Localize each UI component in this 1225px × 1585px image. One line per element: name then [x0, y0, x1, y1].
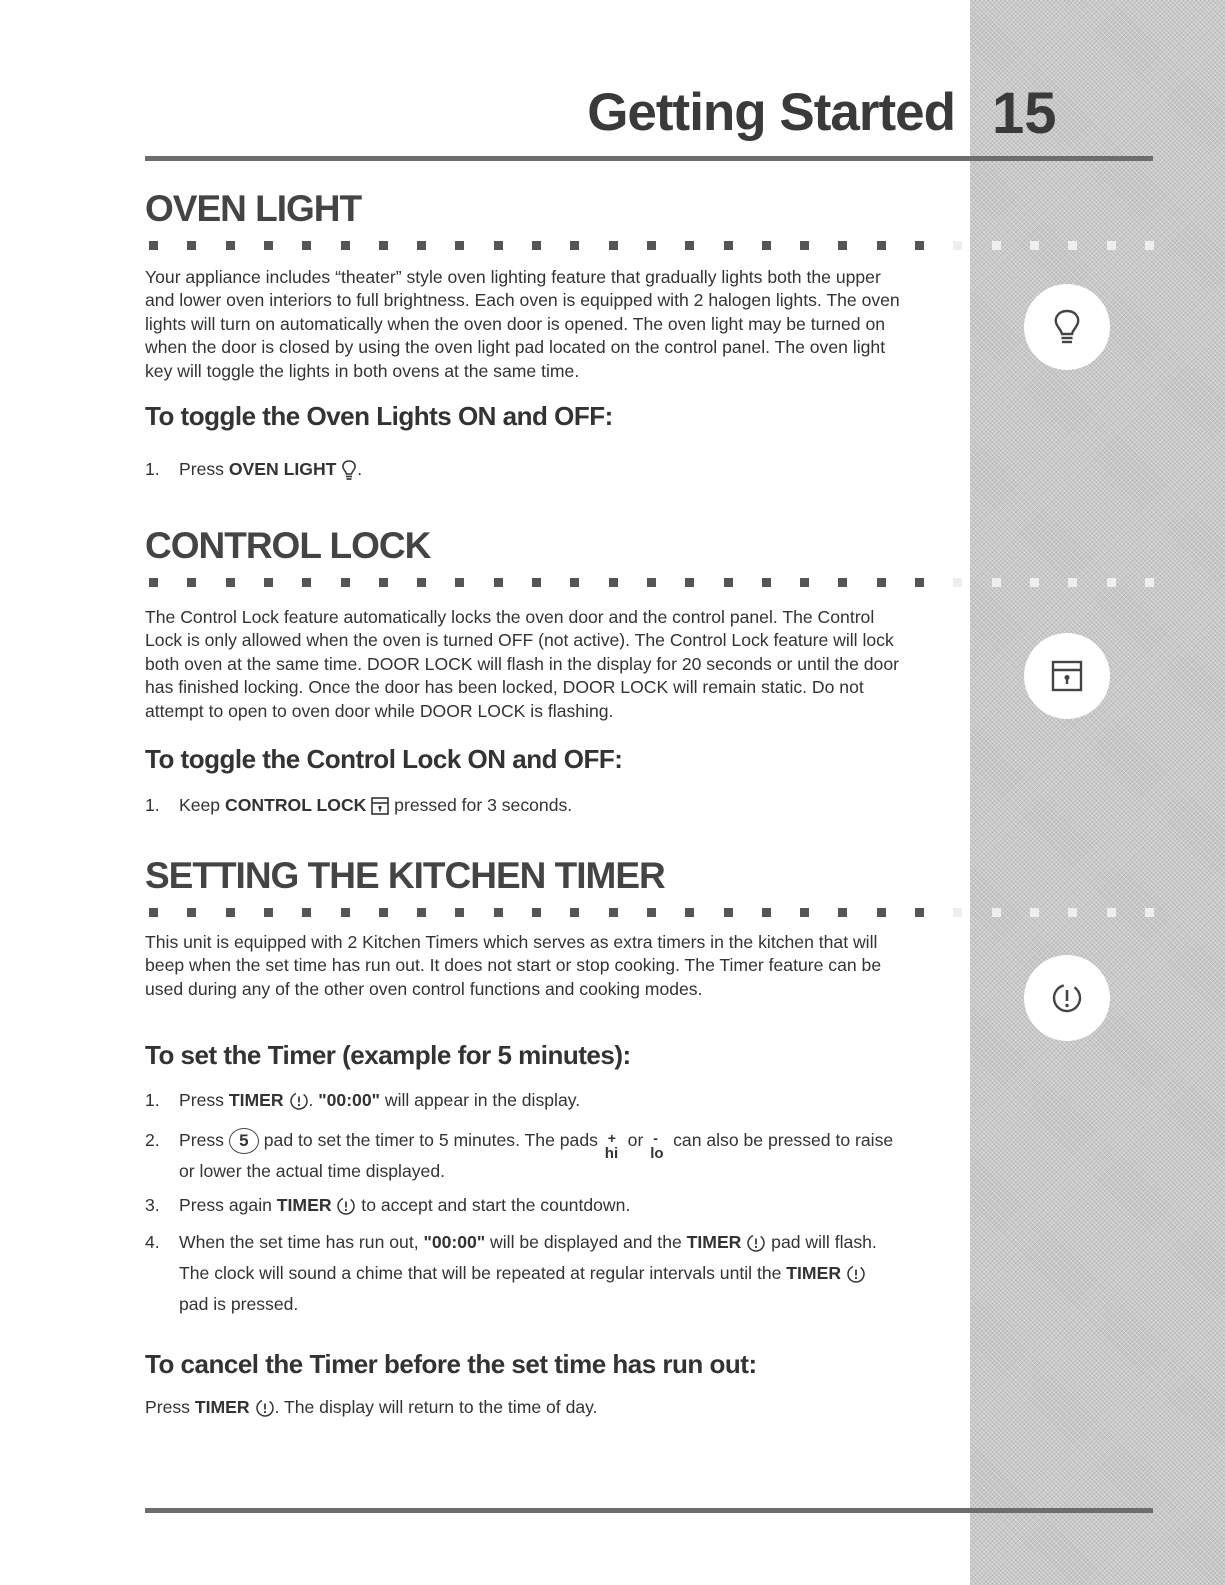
timer-icon [846, 1264, 866, 1284]
divider-dot [226, 578, 235, 587]
page-title: Getting Started [587, 83, 955, 142]
dot-divider [145, 241, 1155, 251]
divider-dot [762, 908, 771, 917]
divider-dot [187, 908, 196, 917]
divider-dot [1068, 578, 1077, 587]
divider-dot [609, 241, 618, 250]
divider-dot [341, 578, 350, 587]
divider-dot [264, 241, 273, 250]
divider-dot [417, 241, 426, 250]
divider-dot [149, 908, 158, 917]
divider-dot [1145, 578, 1154, 587]
divider-dot [1107, 578, 1116, 587]
divider-dot [762, 578, 771, 587]
divider-dot [187, 241, 196, 250]
divider-dot [800, 241, 809, 250]
divider-dot [915, 578, 924, 587]
divider-dot [724, 578, 733, 587]
divider-dot [149, 578, 158, 587]
divider-dot [992, 908, 1001, 917]
lock-icon [1024, 633, 1110, 719]
divider-dot [1030, 908, 1039, 917]
divider-dot [187, 578, 196, 587]
divider-dot [647, 908, 656, 917]
light-bulb-icon-badge [1024, 284, 1110, 370]
section-title-kitchen-timer: SETTING THE KITCHEN TIMER [145, 855, 665, 896]
divider-dot [1068, 908, 1077, 917]
header-rule [145, 156, 1153, 161]
divider-dot [838, 578, 847, 587]
divider-dot [494, 241, 503, 250]
hi-key-icon: + hi [604, 1130, 619, 1163]
divider-dot [302, 241, 311, 250]
divider-dot [915, 908, 924, 917]
divider-dot [341, 908, 350, 917]
divider-dot [724, 908, 733, 917]
divider-dot [1068, 241, 1077, 250]
lock-icon-badge [1024, 633, 1110, 719]
divider-dot [992, 578, 1001, 587]
divider-dot [455, 241, 464, 250]
side-tab [970, 0, 1225, 1585]
divider-dot [532, 908, 541, 917]
divider-dot [1107, 241, 1116, 250]
divider-dot [724, 241, 733, 250]
lo-key-icon: - lo [650, 1130, 664, 1163]
divider-dot [877, 908, 886, 917]
divider-dot [494, 578, 503, 587]
divider-dot [953, 578, 962, 587]
section-title-oven-light: OVEN LIGHT [145, 188, 362, 229]
divider-dot [341, 241, 350, 250]
timer-icon [255, 1398, 275, 1418]
divider-dot [838, 241, 847, 250]
divider-dot [953, 908, 962, 917]
light-bulb-icon [1024, 284, 1110, 370]
divider-dot [838, 908, 847, 917]
dot-divider [145, 578, 1155, 588]
divider-dot [762, 241, 771, 250]
timer-icon [1024, 955, 1110, 1041]
divider-dot [685, 241, 694, 250]
divider-dot [417, 908, 426, 917]
divider-dot [379, 578, 388, 587]
divider-dot [570, 241, 579, 250]
cancel-timer-subheading: To cancel the Timer before the set time has run out: [145, 1349, 757, 1379]
footer-rule [145, 1508, 1153, 1513]
divider-dot [800, 578, 809, 587]
five-key-icon: 5 [229, 1128, 259, 1154]
divider-dot [455, 908, 464, 917]
page-number: 15 [992, 81, 1057, 146]
divider-dot [264, 578, 273, 587]
divider-dot [685, 578, 694, 587]
light-bulb-icon [341, 459, 357, 481]
divider-dot [226, 241, 235, 250]
oven-light-subheading: To toggle the Oven Lights ON and OFF: [145, 401, 613, 431]
divider-dot [570, 908, 579, 917]
divider-dot [494, 908, 503, 917]
divider-dot [226, 908, 235, 917]
divider-dot [685, 908, 694, 917]
divider-dot [302, 578, 311, 587]
divider-dot [302, 908, 311, 917]
oven-light-body: Your appliance includes “theater” style oven lighting feature that gradually lights both the upper and lower oven interiors to full brightness. Each oven is equipped with 2 halogen lights. The oven lights will turn on automatically when the oven door is opened. The oven light may be turned on when the door is closed by using the oven light pad located on the control panel. The oven light key will toggle the lights in both ovens at the same time. [145, 267, 900, 381]
timer-icon [336, 1196, 356, 1216]
divider-dot [1145, 241, 1154, 250]
divider-dot [264, 908, 273, 917]
divider-dot [953, 241, 962, 250]
divider-dot [532, 241, 541, 250]
kitchen-timer-body: This unit is equipped with 2 Kitchen Timers which serves as extra timers in the kitchen that will beep when the set time has run out. It does not start or stop cooking. The Timer feature can be used during any of the other oven control functions and cooking modes. [145, 932, 882, 999]
divider-dot [1030, 241, 1039, 250]
timer-icon [289, 1091, 309, 1111]
section-title-control-lock: CONTROL LOCK [145, 525, 431, 566]
divider-dot [379, 908, 388, 917]
divider-dot [149, 241, 158, 250]
dot-divider [145, 908, 1155, 918]
divider-dot [800, 908, 809, 917]
timer-icon [746, 1233, 766, 1253]
divider-dot [379, 241, 388, 250]
divider-dot [877, 578, 886, 587]
control-lock-body: The Control Lock feature automatically locks the oven door and the control panel. The Control Lock is only allowed when the oven is turned OFF (not active). The Control Lock feature will lock both oven at the same time. DOOR LOCK will flash in the display for 20 seconds or until the door has finished locking. Once the door has been locked, DOOR LOCK will remain static. Do not attempt to open to oven door while DOOR LOCK is flashing. [145, 607, 899, 721]
divider-dot [455, 578, 464, 587]
divider-dot [992, 241, 1001, 250]
timer-subheading: To set the Timer (example for 5 minutes): [145, 1040, 631, 1070]
divider-dot [609, 578, 618, 587]
divider-dot [609, 908, 618, 917]
divider-dot [1145, 908, 1154, 917]
divider-dot [1107, 908, 1116, 917]
divider-dot [417, 578, 426, 587]
divider-dot [570, 578, 579, 587]
lock-icon [371, 797, 389, 815]
divider-dot [1030, 578, 1039, 587]
divider-dot [915, 241, 924, 250]
divider-dot [647, 241, 656, 250]
divider-dot [647, 578, 656, 587]
control-lock-subheading: To toggle the Control Lock ON and OFF: [145, 744, 623, 774]
divider-dot [877, 241, 886, 250]
timer-icon-badge [1024, 955, 1110, 1041]
divider-dot [532, 578, 541, 587]
